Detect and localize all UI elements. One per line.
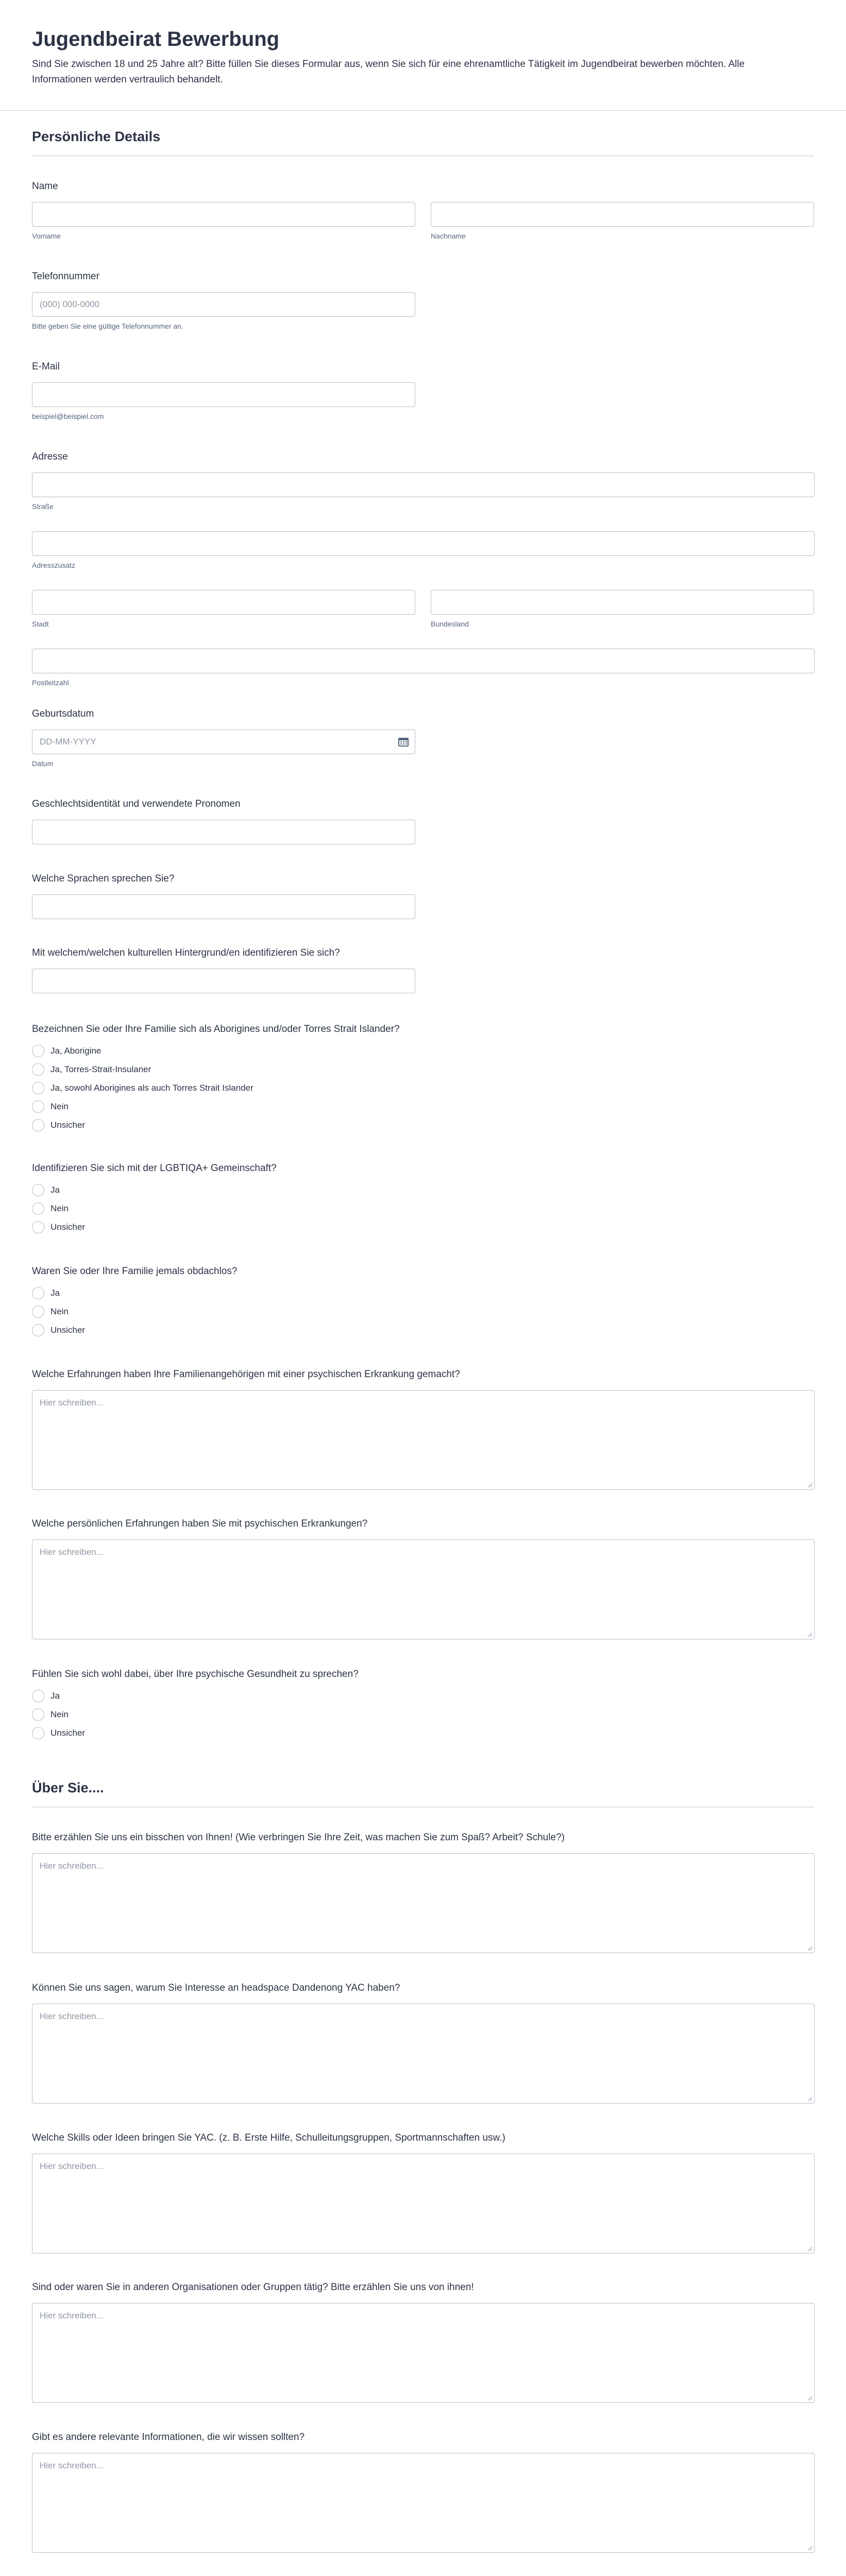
radio-circle[interactable] — [32, 1727, 44, 1739]
radio-option[interactable] — [32, 1708, 814, 1721]
radio-option[interactable] — [32, 1045, 814, 1057]
radio-circle[interactable] — [32, 1045, 44, 1057]
homeless-field — [32, 1265, 814, 1336]
about-you-field — [32, 1832, 814, 1953]
skills-label: Welche Skills oder Ideen bringen Sie YAC. (z. B. Erste Hilfe, Schulleitungsgruppen, Sportmannschaften usw.) — [32, 2132, 505, 2143]
birthdate-input[interactable] — [32, 730, 415, 754]
other-textarea[interactable] — [32, 2453, 815, 2553]
textarea-placeholder: Hier schreiben... — [40, 1861, 104, 1871]
other-field — [32, 2431, 814, 2553]
languages-label: Welche Sprachen sprechen Sie? — [32, 873, 175, 884]
radio-circle[interactable] — [32, 1063, 44, 1076]
textarea-placeholder: Hier schreiben... — [40, 2461, 104, 2470]
radio-label: Ja — [50, 1691, 60, 1701]
street2-input[interactable] — [32, 531, 815, 556]
personal-exp-label: Welche persönlichen Erfahrungen haben Sie mit psychischen Erkrankungen? — [32, 1518, 368, 1529]
last-name-sublabel: Nachname — [431, 232, 466, 240]
radio-circle[interactable] — [32, 1100, 44, 1113]
radio-circle[interactable] — [32, 1119, 44, 1131]
zip-sublabel: Postleitzahl — [32, 679, 69, 687]
phone-field — [32, 270, 814, 330]
resize-handle-icon[interactable] — [807, 2396, 813, 2401]
radio-label: Ja, Torres-Strait-Insulaner — [50, 1064, 151, 1074]
phone-label: Telefonnummer — [32, 271, 99, 282]
state-input[interactable] — [431, 590, 814, 615]
languages-field — [32, 873, 814, 919]
address-field — [32, 451, 814, 687]
address-label: Adresse — [32, 451, 68, 462]
form-description: Sind Sie zwischen 18 und 25 Jahre alt? Bitte füllen Sie dieses Formular aus, wenn Sie sich für eine ehrenamtliche Tätigkeit im Jugendbeirat bewerben möchten. Alle Informationen werden vertraulich behandelt. — [32, 59, 745, 85]
name-field — [32, 180, 814, 240]
radio-circle[interactable] — [32, 1287, 44, 1299]
radio-option[interactable] — [32, 1202, 814, 1215]
radio-option[interactable] — [32, 1287, 814, 1299]
radio-label: Nein — [50, 1101, 69, 1111]
radio-label: Unsicher — [50, 1222, 86, 1232]
about-you-textarea[interactable] — [32, 1853, 815, 1953]
radio-option[interactable] — [32, 1063, 814, 1076]
radio-circle[interactable] — [32, 1324, 44, 1336]
orgs-textarea[interactable] — [32, 2303, 815, 2403]
resize-handle-icon[interactable] — [807, 1483, 813, 1488]
skills-textarea[interactable] — [32, 2154, 815, 2253]
textarea-placeholder: Hier schreiben... — [40, 1547, 104, 1557]
first-name-input[interactable] — [32, 202, 415, 227]
textarea-placeholder: Hier schreiben... — [40, 2161, 104, 2171]
phone-input[interactable]: (000) 000-0000 — [32, 292, 415, 317]
resize-handle-icon[interactable] — [807, 2546, 813, 2551]
radio-circle[interactable] — [32, 1690, 44, 1702]
phone-sublabel: Bitte geben Sie eine gültige Telefonnummer an. — [32, 322, 183, 330]
street-sublabel: Straße — [32, 502, 54, 511]
street-input[interactable] — [32, 472, 815, 497]
city-input[interactable] — [32, 590, 415, 615]
birthdate-label: Geburtsdatum — [32, 708, 94, 719]
radio-label: Unsicher — [50, 1728, 86, 1738]
homeless-label: Waren Sie oder Ihre Familie jemals obdachlos? — [32, 1266, 238, 1277]
languages-input[interactable] — [32, 894, 415, 919]
radio-circle[interactable] — [32, 1221, 44, 1233]
city-sublabel: Stadt — [32, 620, 49, 628]
textarea-placeholder: Hier schreiben... — [40, 2011, 104, 2021]
aboriginal-field — [32, 1023, 814, 1131]
radio-option[interactable] — [32, 1306, 814, 1318]
state-sublabel: Bundesland — [431, 620, 469, 628]
birthdate-sublabel: Datum — [32, 759, 54, 768]
radio-circle[interactable] — [32, 1708, 44, 1721]
radio-circle[interactable] — [32, 1202, 44, 1215]
resize-handle-icon[interactable] — [807, 1946, 813, 1951]
section-title-personal: Persönliche Details — [32, 128, 814, 156]
birthdate-field — [32, 708, 814, 768]
email-label: E-Mail — [32, 361, 60, 372]
radio-circle[interactable] — [32, 1082, 44, 1094]
radio-label: Nein — [50, 1709, 69, 1719]
last-name-input[interactable] — [431, 202, 814, 227]
radio-option[interactable] — [32, 1119, 814, 1131]
resize-handle-icon[interactable] — [807, 1632, 813, 1637]
form-header — [0, 0, 846, 111]
textarea-placeholder: Hier schreiben... — [40, 2311, 104, 2320]
personal-exp-textarea[interactable] — [32, 1539, 815, 1639]
gender-label: Geschlechtsidentität und verwendete Pronomen — [32, 799, 241, 809]
radio-circle[interactable] — [32, 1306, 44, 1318]
radio-label: Nein — [50, 1204, 69, 1213]
street2-sublabel: Adresszusatz — [32, 561, 76, 569]
skills-field — [32, 2132, 814, 2253]
lgbt-field — [32, 1162, 814, 1233]
lgbt-label: Identifizieren Sie sich mit der LGBTIQA+ Gemeinschaft? — [32, 1163, 277, 1174]
radio-label: Nein — [50, 1307, 69, 1316]
form-title: Jugendbeirat Bewerbung — [32, 28, 280, 50]
aboriginal-label: Bezeichnen Sie oder Ihre Familie sich als Aborigines und/oder Torres Strait Islander? — [32, 1024, 400, 1035]
radio-option[interactable] — [32, 1184, 814, 1196]
email-field — [32, 361, 814, 420]
orgs-field — [32, 2281, 814, 2403]
family-exp-label: Welche Erfahrungen haben Ihre Familienangehörigen mit einer psychischen Erkrankung gemacht? — [32, 1369, 460, 1380]
culture-label: Mit welchem/welchen kulturellen Hintergrund/en identifizieren Sie sich? — [32, 947, 340, 958]
resize-handle-icon[interactable] — [807, 2246, 813, 2251]
textarea-placeholder: Hier schreiben... — [40, 1398, 104, 1408]
personal-exp-field — [32, 1518, 814, 1639]
radio-label: Unsicher — [50, 1120, 86, 1130]
radio-label: Ja, Aborigine — [50, 1046, 101, 1056]
radio-label: Ja — [50, 1288, 60, 1298]
name-label: Name — [32, 181, 58, 192]
culture-input[interactable] — [32, 969, 415, 993]
interest-textarea[interactable] — [32, 2004, 815, 2104]
radio-circle[interactable] — [32, 1184, 44, 1196]
radio-option[interactable] — [32, 1082, 814, 1094]
radio-option[interactable] — [32, 1727, 814, 1739]
section-title-about: Über Sie.... — [32, 1779, 814, 1807]
first-name-sublabel: Vorname — [32, 232, 61, 240]
radio-label: Ja, sowohl Aborigines als auch Torres Strait Islander — [50, 1083, 253, 1093]
radio-label: Unsicher — [50, 1325, 86, 1335]
culture-field — [32, 947, 814, 993]
email-input[interactable] — [32, 382, 415, 407]
radio-option[interactable] — [32, 1324, 814, 1336]
gender-field — [32, 798, 814, 844]
zip-input[interactable] — [32, 649, 815, 673]
email-sublabel: beispiel@beispiel.com — [32, 412, 104, 420]
birthdate-placeholder: DD-MM-YYYY — [40, 737, 96, 747]
orgs-label: Sind oder waren Sie in anderen Organisationen oder Gruppen tätig? Bitte erzählen Sie uns von ihnen! — [32, 2282, 474, 2293]
interest-field — [32, 1982, 814, 2104]
calendar-icon[interactable] — [398, 737, 409, 747]
family-exp-textarea[interactable] — [32, 1390, 815, 1490]
radio-option[interactable] — [32, 1100, 814, 1113]
other-label: Gibt es andere relevante Informationen, die wir wissen sollten? — [32, 2432, 305, 2443]
family-exp-field — [32, 1368, 814, 1490]
resize-handle-icon[interactable] — [807, 2096, 813, 2102]
radio-option[interactable] — [32, 1221, 814, 1233]
gender-input[interactable] — [32, 820, 415, 844]
radio-label: Ja — [50, 1185, 60, 1195]
interest-label: Können Sie uns sagen, warum Sie Interesse an headspace Dandenong YAC haben? — [32, 1982, 400, 1993]
comfortable-field — [32, 1668, 814, 1739]
about-you-label: Bitte erzählen Sie uns ein bisschen von Ihnen! (Wie verbringen Sie Ihre Zeit, was machen Sie zum Spaß? Arbeit? Schule?) — [32, 1832, 565, 1843]
radio-option[interactable] — [32, 1690, 814, 1702]
comfortable-label: Fühlen Sie sich wohl dabei, über Ihre psychische Gesundheit zu sprechen? — [32, 1669, 359, 1680]
